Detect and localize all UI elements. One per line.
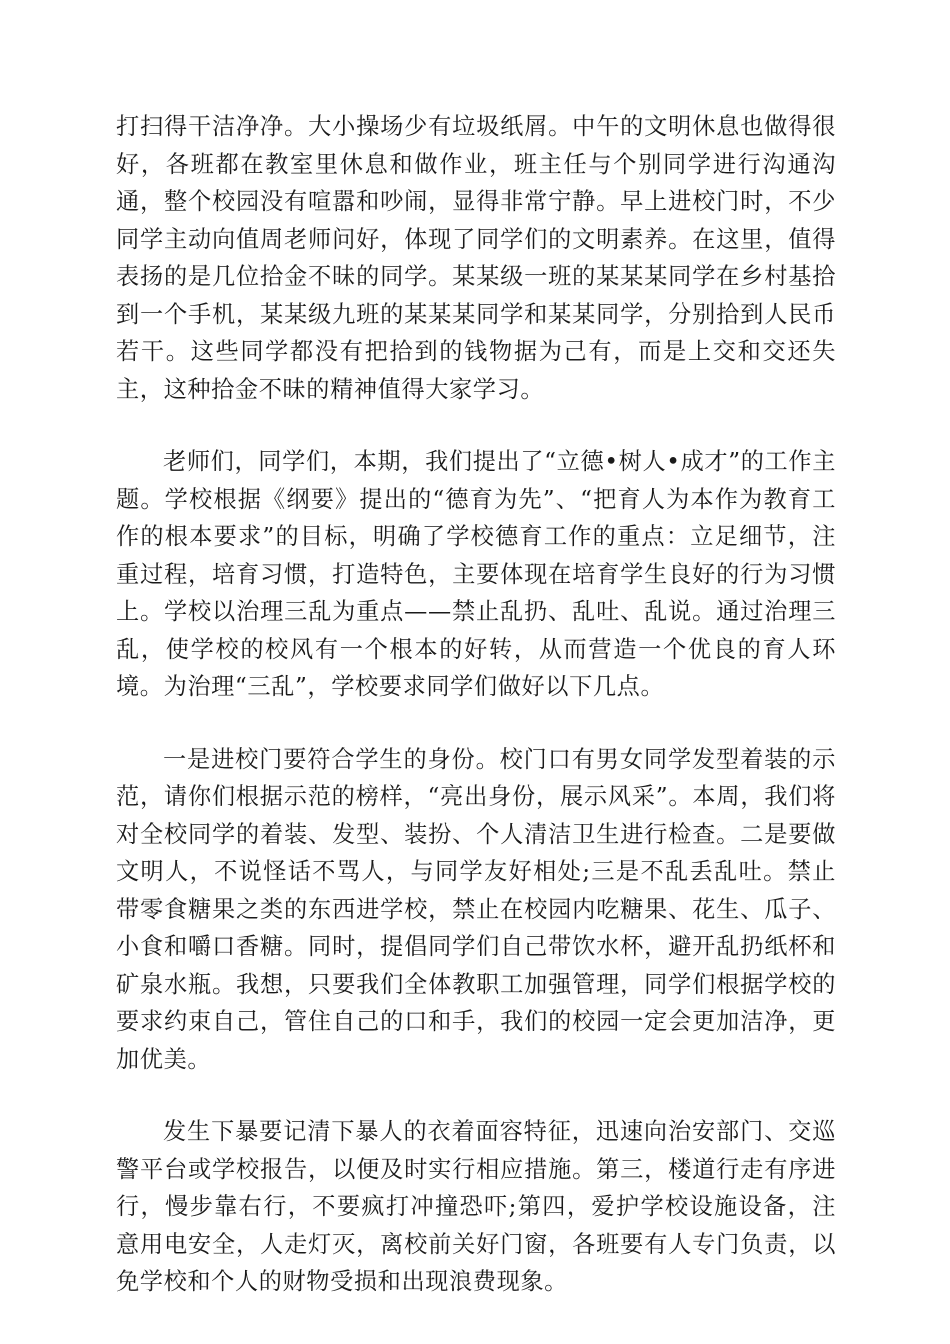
paragraph-2: 老师们，同学们，本期，我们提出了“立德•树人•成才”的工作主题。学校根据《纲要》提出的“德育为先”、“把育人为本作为教育工作的根本要求”的目标，明确了学校德育工作的重点：立足细节，注重过程，培育习惯，打造特色，主要体现在培育学生良好的行为习惯上。学校以治理三乱为重点——禁止乱扔、乱吐、乱说。通过治理三乱，使学校的校风有一个根本的好转，从而营造一个优良的育人环境。为治理“三乱”，学校要求同学们做好以下几点。 xyxy=(116,448,836,700)
paragraph-4: 发生下暴要记清下暴人的衣着面容特征，迅速向治安部门、交巡警平台或学校报告，以便及时实行相应措施。第三，楼道行走有序进行，慢步靠右行，不要疯打冲撞恐吓;第四，爱护学校设施设备，注意用电安全，人走灯灭，离校前关好门窗，各班要有人专门负责，以免学校和个人的财物受损和出现浪费现象。 xyxy=(116,1118,836,1295)
document-body xyxy=(116,108,836,1301)
paragraph-3: 一是进校门要符合学生的身份。校门口有男女同学发型着装的示范，请你们根据示范的榜样，“亮出身份，展示风采”。本周，我们将对全校同学的着装、发型、装扮、个人清洁卫生进行检查。二是要做文明人，不说怪话不骂人，与同学友好相处;三是不乱丢乱吐。禁止带零食糖果之类的东西进学校，禁止在校园内吃糖果、花生、瓜子、小食和嚼口香糖。同时，提倡同学们自己带饮水杯，避开乱扔纸杯和矿泉水瓶。我想，只要我们全体教职工加强管理，同学们根据学校的要求约束自己，管住自己的口和手，我们的校园一定会更加洁净，更加优美。 xyxy=(116,745,836,1073)
paragraph-1: 打扫得干洁净净。大小操场少有垃圾纸屑。中午的文明休息也做得很好，各班都在教室里休息和做作业，班主任与个别同学进行沟通沟通，整个校园没有喧嚣和吵闹，显得非常宁静。早上进校门时，不少同学主动向值周老师问好，体现了同学们的文明素养。在这里，值得表扬的是几位拾金不昧的同学。某某级一班的某某某同学在乡村基拾到一个手机，某某级九班的某某某同学和某某同学，分别拾到人民币若干。这些同学都没有把拾到的钱物据为己有，而是上交和交还失主，这种拾金不昧的精神值得大家学习。 xyxy=(116,113,836,403)
